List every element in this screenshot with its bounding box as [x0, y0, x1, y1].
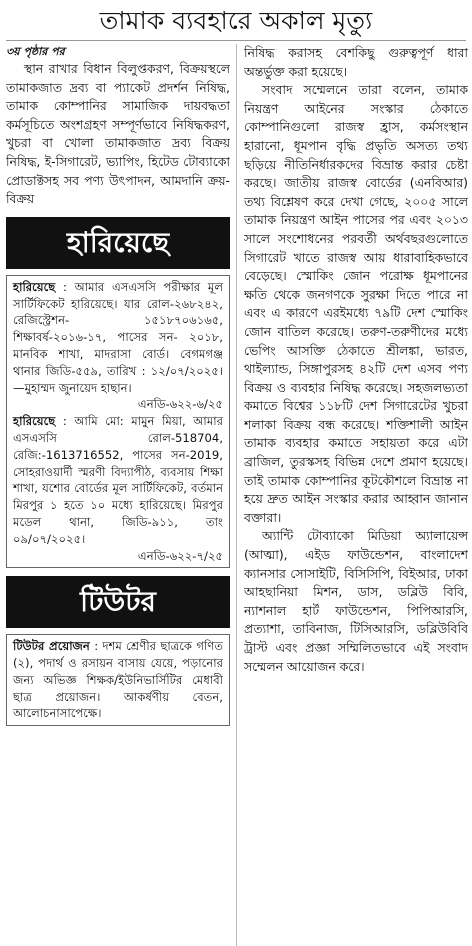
- article-paragraph-2: সংবাদ সম্মেলনে তারা বলেন, তামাক নিয়ন্ত্রণ আইনের সংস্কার ঠেকাতে কোম্পানিগুলো রাজস্ব হ্রাস, কর্মসংস্থান হারানো, ধূমপান বৃদ্ধি প্রভৃতি অসত্য তথ্য ছড়িয়ে নীতিনির্ধারকদের বিভ্রান্ত করার চেষ্টা করছে। জাতীয় রাজস্ব বোর্ডের (এনবিআর) তথ্য বিশ্লেষণ করে দেখা গেছে, ২০০৫ সালে তামাক নিয়ন্ত্রণ আইন পাসের পর এবং ২০১৩ সালে সংশোধনের পরবর্তী অর্থবছরগুলোতে সিগারেট খাতে রাজস্ব আয় ধারাবাহিকভাবে বেড়েছে। স্মোকিং জোন পরোক্ষ ধূমপানের ক্ষতি থেকে জনগণকে সুরক্ষা দিতে পারে না এবং এ কারণে এরইমধ্যে ৭৯টি দেশ স্মোকিং জোন বাতিল করেছে। তরুণ-তরুণীদের মধ্যে ভেপিং আসক্তি ঠেকাতে শ্রীলঙ্কা, ভারত, থাইল্যান্ড, সিঙ্গাপুরসহ ৪২টি দেশ এসব পণ্য বিক্রয় ও ব্যবহার নিষিদ্ধ করেছে। সহজলভ্যতা কমাতে বিশ্বের ১১৮টি দেশ সিগারেটের খুচরা শলাকা বিক্রয় বন্ধ করেছে। শক্তিশালী আইন তামাক ব্যবহার কমাতে সহায়তা করে এটা ব্রাজিল, তুরস্কসহ বিভিন্ন দেশে প্রমাণ হয়েছে। তাই তামাক কোম্পানির কূটকৌশলে বিভ্রান্ত না হয়ে দ্রুত আইন সংস্কার করার আহ্বান জানান বক্তারা।: [244, 82, 468, 525]
- page-headline: তামাক ব্যবহারে অকাল মৃত্যু: [99, 6, 373, 35]
- right-column: [244, 44, 468, 946]
- tutor-ad-text: : দশম শ্রেণীর ছাত্রকে গণিত (২), পদার্থ ও রসায়ন বাসায় যেয়ে, পড়ানোর জন্য অভিজ্ঞ শিক্ষক/ইউনিভার্সিটির মেধাবী ছাত্র প্রয়োজন। আকর্ষণীয় বেতন, আলোচনাসাপেক্ষে।: [13, 639, 223, 721]
- article-paragraph-3: অ্যান্টি টোব্যাকো মিডিয়া অ্যালায়েন্স (আত্মা), এইড ফাউন্ডেশন, বাংলাদেশ ক্যানসার সোসাইটি, বিসিসিপি, বিইআর, ঢাকা আহছানিয়া মিশন, ডাস, ডব্লিউ বিবি, ন্যাশনাল হার্ট ফাউন্ডেশন, পিপিআরসি, প্রত্যাশা, তাবিনাজ, টিসিআরসি, ডব্লিউবিবি ট্রাস্ট এবং প্রজ্ঞা সম্মিলিতভাবে এই সংবাদ সম্মেলন আয়োজন করে।: [244, 528, 468, 674]
- lost-ad-2: [13, 413, 223, 547]
- lost-ad-2-ref: এনডি-৬২২-৭/২৫: [137, 548, 223, 563]
- lost-ad-1: [13, 279, 223, 397]
- lost-ad-1-ref: এনডি-৬২২-৬/২৫: [137, 397, 223, 412]
- article-text-start: স্থান রাখার বিধান বিলুপ্তকরণ, বিক্রয়স্থলে তামাকজাত দ্রব্য বা প্যাকেট প্রদর্শন নিষিদ্ধ, তামাক কোম্পানির সামাজিক দায়বদ্ধতা কর্মসূচিতে অংশগ্রহণ সম্পূর্ণভাবে নিষিদ্ধকরণ, খুচরা বা খোলা তামাকজাত দ্রব্য বিক্রয় নিষিদ্ধ, ই-সিগারেট, ভ্যাপিং, হিটেড টোব্যাকো প্রোডাক্টসহ সব পণ্য উৎপাদন, আমদানি ক্রয়-বিক্রয়: [6, 61, 230, 207]
- continued-label: ৩য় পৃষ্ঠার পর: [6, 45, 65, 58]
- lost-ad-1-label: হারিয়েছে: [13, 279, 56, 294]
- article-paragraph-1: নিষিদ্ধ করাসহ বেশকিছু গুরুত্বপূর্ণ ধারা অন্তর্ভুক্ত করা হয়েছে।: [244, 45, 468, 79]
- tutor-ad-label: টিউটর প্রয়োজন: [13, 639, 90, 654]
- column-divider: [236, 44, 237, 946]
- lost-ad-2-text: : আমি মো: মামুন মিয়া, আমার এসএসসি রোল-518704, রেজি:-1613716552, পাসের সন-2019, সোহরাওয়ার্দী স্মরণী বিদ্যাপীঠ, ব্যবসায় শিক্ষা শাখা, যশোর বোর্ডের মূল সার্টিফিকেট, বর্তমান মিরপুর ১ হতে ১০ মধ্যে হারিয়েছে। মিরপুর মডেল থানা, জিডি-৯১১, তাং ০৯/০৭/২০২৫।: [13, 414, 223, 546]
- left-column: [6, 44, 230, 946]
- lost-section-banner: হারিয়েছে: [6, 217, 230, 269]
- tutor-ad-box: [6, 634, 230, 726]
- tutor-section-banner: টিউটর: [6, 576, 230, 628]
- lost-ads-box: [6, 275, 230, 569]
- headline-rule: [6, 40, 466, 41]
- lost-ad-2-label: হারিয়েছে: [13, 414, 56, 429]
- tutor-ad: [13, 638, 223, 722]
- lost-ad-1-text: : আমার এসএসসি পরীক্ষার মূল সার্টিফিকেট হারিয়েছে। যার রোল-২৬৮২৪২, রেজিস্ট্রেশন- ১৫১৮৭০৬১৬৫, শিক্ষাবর্ষ-২০১৬-১৭, পাসের সন- ২০১৮, মানবিক শাখা, মাদরাসা বোর্ড। বেগমগঞ্জ থানার জিডি-৫৫৯, তারিখ : ১২/০৭/২০২৫। —মুহাম্মদ জুনায়েদ হাছান।: [13, 279, 223, 395]
